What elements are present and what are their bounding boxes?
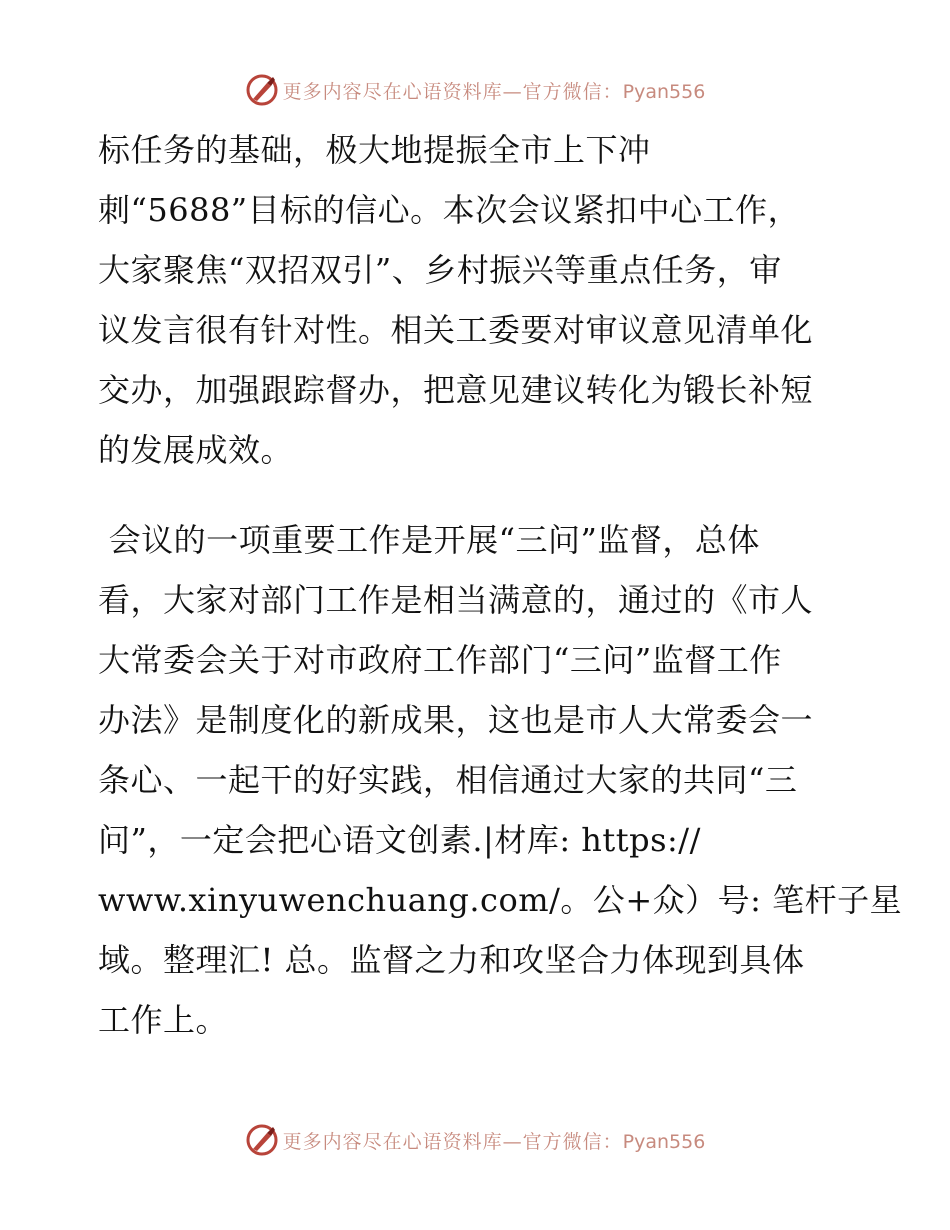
- pen-logo-icon: [245, 73, 279, 107]
- text-line: 工作上。: [98, 1001, 229, 1039]
- text-line: 大家聚焦“双招双引”、乡村振兴等重点任务，审: [98, 251, 782, 289]
- header-slogan: 更多内容尽在心语资料库—官方微信：Pyan556: [282, 80, 706, 103]
- document-body: [98, 120, 903, 1050]
- footer-banner: [0, 1120, 950, 1160]
- text-line: 办法》是制度化的新成果，这也是市人大常委会一: [98, 701, 814, 739]
- paragraph-1: [98, 120, 850, 480]
- text-line: 问”，一定会把心语文创素.|材库: https://: [98, 821, 701, 859]
- footer-wechat-id: Pyan556: [622, 1130, 706, 1153]
- text-line: 会议的一项重要工作是开展“三问”监督，总体: [98, 521, 760, 559]
- footer-slogan: 更多内容尽在心语资料库—官方微信：Pyan556: [282, 1130, 706, 1153]
- text-line: 看，大家对部门工作是相当满意的，通过的《市人: [98, 581, 814, 619]
- pen-logo-icon: [245, 1123, 279, 1157]
- text-line: 域。整理汇! 总。监督之力和攻坚合力体现到具体: [98, 941, 805, 979]
- text-line: 条心、一起干的好实践，相信通过大家的共同“三: [98, 761, 798, 799]
- text-line: 议发言很有针对性。相关工委要对审议意见清单化: [98, 311, 814, 349]
- paragraph-2: [98, 510, 903, 1050]
- text-line: 标任务的基础，极大地提振全市上下冲: [98, 131, 651, 169]
- header-wechat-id: Pyan556: [622, 80, 706, 103]
- text-line: 大常委会关于对市政府工作部门“三问”监督工作: [98, 641, 782, 679]
- text-line: www.xinyuwenchuang.com/。公+众）号: 笔杆子星: [98, 881, 903, 919]
- header-banner: [0, 70, 950, 110]
- text-line: 交办，加强跟踪督办，把意见建议转化为锻长补短: [98, 371, 814, 409]
- text-line: 刺“5688”目标的信心。本次会议紧扣中心工作，: [98, 191, 801, 229]
- text-line: 的发展成效。: [98, 431, 294, 469]
